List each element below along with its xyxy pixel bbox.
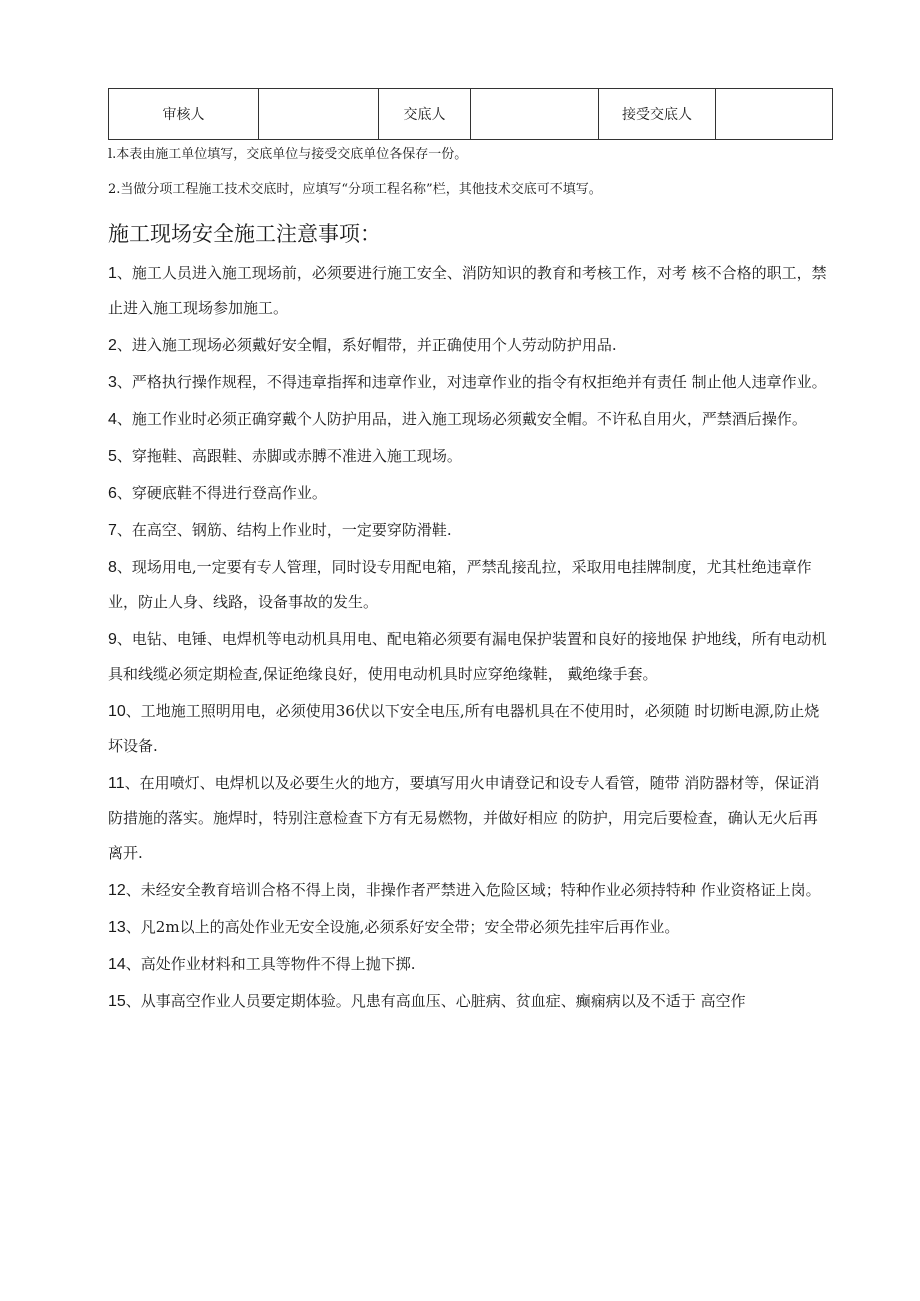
table-note-1: l.本表由施工单位填写，交底单位与接受交底单位各保存一份。 [108, 147, 468, 162]
list-item [108, 622, 832, 692]
item-text: 、高处作业材料和工具等物件不得上抛下掷. [125, 955, 416, 973]
reviewer-label: 审核人 [109, 89, 259, 140]
list-item [108, 513, 832, 548]
reviewer-value-cell[interactable] [259, 89, 379, 140]
item-text: 、从事高空作业人员要定期体验。凡患有高血压、心脏病、贫血症、癫痫病以及不适于 高空作 [125, 992, 746, 1010]
list-item [108, 550, 832, 620]
item-text: 、穿拖鞋、高跟鞋、赤脚或赤膊不准进入施工现场。 [116, 447, 462, 465]
signature-row [109, 89, 833, 140]
item-text: 、电钻、电锤、电焊机等电动机具用电、配电箱必须要有漏电保护装置和良好的接地保 护地线，所有电动机具和线缆必须定期检查,保证绝缘良好，使用电动机具时应穿绝缘鞋， 戴绝缘手套。 [108, 630, 827, 683]
table-note-2: 2.当做分项工程施工技术交底时，应填写“分项工程名称”栏，其他技术交底可不填写。 [108, 182, 602, 197]
list-item [108, 439, 832, 474]
list-item [108, 694, 832, 764]
list-item [108, 256, 832, 326]
presenter-value-cell[interactable] [471, 89, 599, 140]
item-number: 13 [108, 919, 126, 936]
item-text: 、施工作业时必须正确穿戴个人防护用品，进入施工现场必须戴安全帽。不许私自用火，严禁酒后操作。 [116, 410, 807, 428]
list-item [108, 766, 832, 871]
item-text: 、在用喷灯、电焊机以及必要生火的地方，要填写用火申请登记和设专人看管，随带 消防器材等，保证消防措施的落实。施焊时，特别注意检查下方有无易燃物，并做好相应 的防护，用完后要检查，确认无火后再离开. [108, 774, 820, 862]
item-number: 8 [108, 559, 117, 576]
item-number: 15 [108, 993, 126, 1010]
item-number: 2 [108, 337, 117, 354]
list-item [108, 328, 832, 363]
item-text: 、未经安全教育培训合格不得上岗，非操作者严禁进入危险区域；特种作业必须持特种 作业资格证上岗。 [125, 881, 821, 899]
list-item [108, 402, 832, 437]
item-number: 11 [108, 775, 125, 792]
item-text: 、穿硬底鞋不得进行登高作业。 [116, 484, 327, 502]
list-item [108, 476, 832, 511]
item-number: 4 [108, 411, 117, 428]
item-text: 、在高空、钢筋、结构上作业时，一定要穿防滑鞋. [116, 521, 452, 539]
presenter-label: 交底人 [379, 89, 471, 140]
signature-table [108, 88, 833, 140]
list-item [108, 910, 832, 945]
item-text: 、工地施工照明用电，必须使用36伏以下安全电压,所有电器机具在不使用时，必须随 时切断电源,防止烧坏设备. [108, 702, 820, 755]
list-item [108, 947, 832, 982]
item-number: 10 [108, 703, 126, 720]
item-number: 12 [108, 882, 126, 899]
item-number: 1 [108, 265, 117, 282]
item-text: 、进入施工现场必须戴好安全帽，系好帽带，并正确使用个人劳动防护用品. [116, 336, 617, 354]
list-item [108, 873, 832, 908]
item-number: 9 [108, 631, 117, 648]
receiver-label: 接受交底人 [599, 89, 716, 140]
item-text: 、严格执行操作规程，不得违章指挥和违章作业，对违章作业的指令有权拒绝并有责任 制止他人违章作业。 [116, 373, 827, 391]
item-number: 14 [108, 956, 126, 973]
list-item [108, 984, 832, 1019]
item-number: 5 [108, 448, 117, 465]
list-item [108, 365, 832, 400]
item-text: 、施工人员进入施工现场前，必须要进行施工安全、消防知识的教育和考核工作，对考 核不合格的职工，禁止进入施工现场参加施工。 [108, 264, 827, 317]
item-number: 7 [108, 522, 117, 539]
item-text: 、现场用电,一定要有专人管理，同时设专用配电箱，严禁乱接乱拉，采取用电挂牌制度，尤其杜绝违章作业，防止人身、线路，设备事故的发生。 [108, 558, 812, 611]
item-number: 6 [108, 485, 117, 502]
safety-items-list [108, 256, 832, 1021]
receiver-value-cell[interactable] [716, 89, 833, 140]
section-heading: 施工现场安全施工注意事项： [108, 222, 381, 246]
item-text: 、凡2m以上的高处作业无安全设施,必须系好安全带；安全带必须先挂牢后再作业。 [125, 918, 680, 936]
item-number: 3 [108, 374, 117, 391]
